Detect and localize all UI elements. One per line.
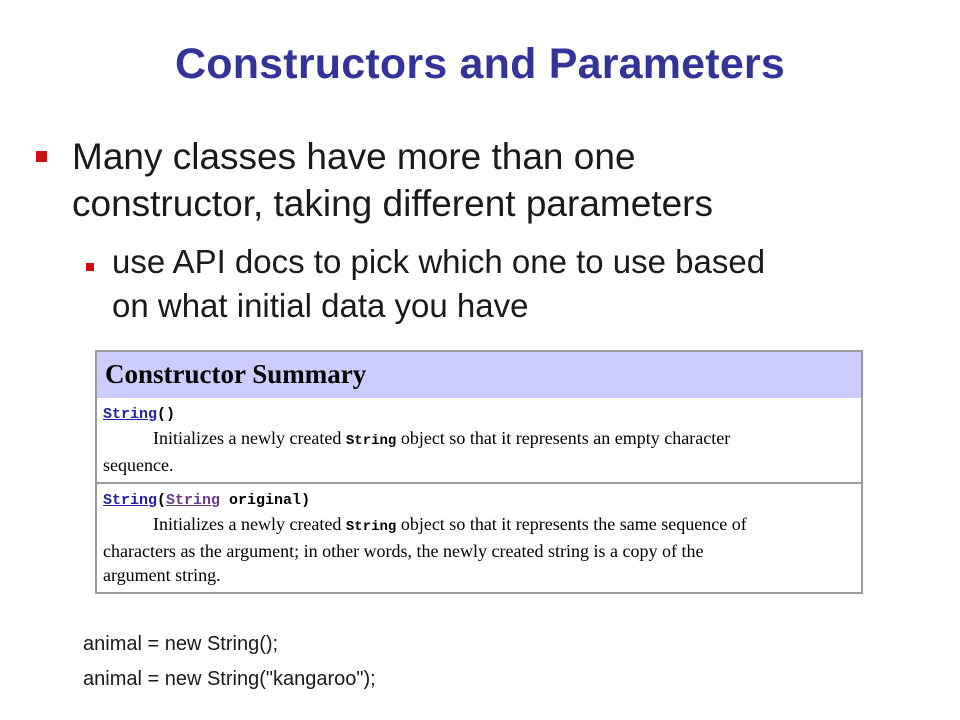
description-code: String	[345, 433, 397, 449]
constructor-signature	[103, 406, 175, 423]
bullet-level1-line2: constructor, taking different parameters	[72, 183, 713, 224]
param-name: original	[220, 492, 302, 509]
constructor-description	[103, 512, 843, 587]
bullet-marker-level2	[86, 263, 94, 271]
bullet-level1	[72, 133, 892, 227]
constructor-row	[95, 482, 863, 594]
constructor-link[interactable]: String	[103, 492, 158, 509]
description-text: Initializes a newly created	[153, 428, 346, 448]
code-example-line: animal = new String();	[83, 633, 279, 655]
constructor-signature	[103, 492, 310, 509]
constructor-summary-header	[95, 350, 863, 400]
description-text: object so that it represents the same sequence of	[396, 514, 747, 534]
signature-close-paren: )	[301, 492, 311, 509]
bullet-level2-line2: on what initial data you have	[112, 287, 529, 324]
description-code: String	[345, 519, 397, 535]
slide-title: Constructors and Parameters	[175, 40, 785, 88]
signature-close-paren: )	[166, 406, 176, 423]
bullet-marker-level1	[36, 151, 47, 162]
description-text: sequence.	[103, 455, 174, 475]
constructor-description	[103, 426, 843, 477]
api-doc-screenshot	[95, 350, 863, 593]
signature-open-paren: (	[157, 492, 167, 509]
code-example-line: animal = new String("kangaroo");	[83, 668, 376, 690]
description-text: Initializes a newly created	[153, 514, 346, 534]
constructor-link[interactable]: String	[103, 406, 158, 423]
bullet-level2-line1: use API docs to pick which one to use based	[112, 243, 766, 280]
constructor-row	[95, 398, 863, 484]
bullet-level2	[112, 240, 932, 328]
description-text: object so that it represents an empty character	[396, 428, 731, 448]
description-text: characters as the argument; in other words, the newly created string is a copy of the	[103, 541, 704, 561]
constructor-summary-title: Constructor Summary	[105, 359, 367, 389]
param-type-link[interactable]: String	[166, 492, 221, 509]
description-text: argument string.	[103, 565, 221, 585]
bullet-level1-line1: Many classes have more than one	[72, 136, 636, 177]
signature-open-paren: (	[157, 406, 167, 423]
